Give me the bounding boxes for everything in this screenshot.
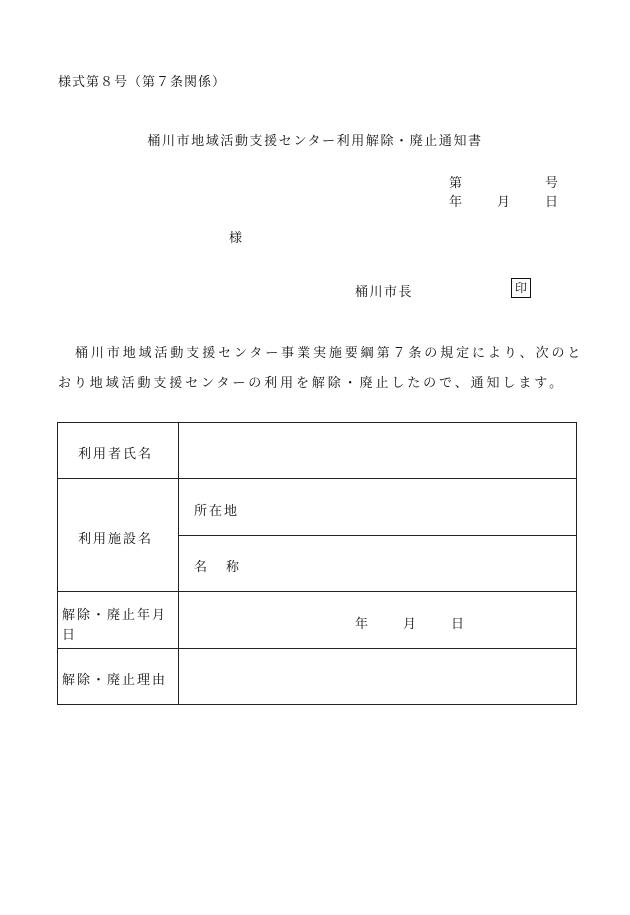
body-text-line-1: 桶川市地域活動支援センター事業実施要綱第７条の規定により、次のと [75, 346, 584, 361]
cancellation-reason-label: 解除・廃止理由 [62, 673, 168, 688]
cancellation-reason-field[interactable] [180, 651, 574, 702]
issue-date-month: 月 [497, 195, 511, 210]
location-field[interactable] [250, 482, 574, 532]
issue-date-day: 日 [545, 195, 559, 210]
table-column-divider [178, 422, 179, 705]
document-number-suffix: 号 [545, 176, 559, 191]
table-row-divider [57, 478, 577, 479]
facility-title-label: 名 称 [194, 560, 243, 575]
addressee-honorific: 様 [229, 231, 243, 246]
form-number: 様式第８号（第７条関係） [58, 75, 227, 90]
location-label: 所在地 [194, 504, 240, 519]
seal-mark: 印 [511, 278, 531, 298]
issue-date-year: 年 [449, 195, 463, 210]
cancellation-date-label: 解除・廃止年月 [62, 608, 168, 623]
user-name-field[interactable] [180, 424, 574, 476]
facility-title-field[interactable] [250, 538, 574, 588]
document-number-prefix: 第 [449, 176, 463, 191]
cancellation-date-label-cont: 日 [62, 628, 78, 643]
document-title: 桶川市地域活動支援センター利用解除・廃止通知書 [147, 134, 483, 149]
table-row-divider [57, 591, 577, 592]
table-row-divider [57, 648, 577, 649]
cancellation-date-day: 日 [451, 617, 465, 632]
cancellation-date-month: 月 [403, 617, 417, 632]
issuer-name: 桶川市長 [355, 285, 414, 300]
cancellation-date-year: 年 [355, 617, 369, 632]
facility-name-label: 利用施設名 [78, 532, 154, 547]
user-name-label: 利用者氏名 [78, 447, 154, 462]
body-text-line-2: おり地域活動支援センターの利用を解除・廃止したので、通知します。 [58, 376, 565, 391]
table-row-divider [178, 535, 577, 536]
